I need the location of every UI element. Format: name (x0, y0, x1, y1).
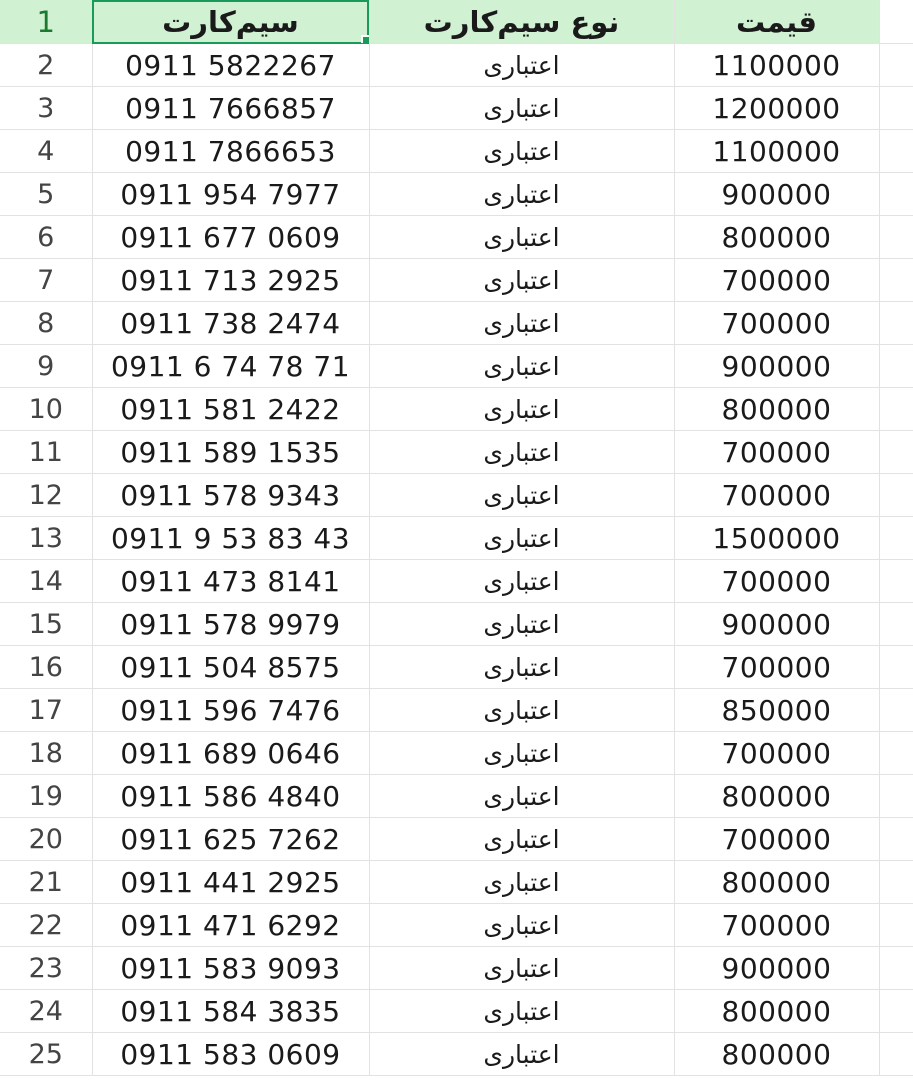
cell-sim-number[interactable]: 0911 5822267 (92, 44, 369, 87)
cell-sim-number[interactable]: 0911 7866653 (92, 130, 369, 173)
row-header[interactable]: 14 (0, 560, 92, 603)
empty-cell[interactable] (879, 603, 913, 646)
cell-sim-number[interactable]: 0911 578 9343 (92, 474, 369, 517)
cell-sim-number[interactable]: 0911 6 74 78 71 (92, 345, 369, 388)
cell-sim-number[interactable]: 0911 583 9093 (92, 947, 369, 990)
cell-sim-type[interactable]: اعتباری (369, 44, 674, 87)
cell-price[interactable]: 800000 (674, 990, 879, 1033)
empty-cell[interactable] (879, 0, 913, 44)
cell-sim-type[interactable]: اعتباری (369, 259, 674, 302)
row-header[interactable]: 16 (0, 646, 92, 689)
cell-price[interactable]: 700000 (674, 259, 879, 302)
cell-price[interactable]: 850000 (674, 689, 879, 732)
cell-price[interactable]: 800000 (674, 861, 879, 904)
cell-price[interactable]: 700000 (674, 302, 879, 345)
cell-price[interactable]: 800000 (674, 388, 879, 431)
row-header[interactable]: 21 (0, 861, 92, 904)
cell-sim-number[interactable]: 0911 954 7977 (92, 173, 369, 216)
cell-sim-type[interactable]: اعتباری (369, 388, 674, 431)
cell-sim-number[interactable]: 0911 677 0609 (92, 216, 369, 259)
row-header[interactable]: 7 (0, 259, 92, 302)
empty-cell[interactable] (879, 345, 913, 388)
row-header[interactable]: 13 (0, 517, 92, 560)
cell-price[interactable]: 900000 (674, 603, 879, 646)
table-row (0, 44, 913, 87)
cell-sim-type[interactable]: اعتباری (369, 861, 674, 904)
cell-price[interactable]: 900000 (674, 173, 879, 216)
table-row (0, 603, 913, 646)
empty-cell[interactable] (879, 775, 913, 818)
cell-sim-type[interactable]: اعتباری (369, 560, 674, 603)
cell-sim-type[interactable]: اعتباری (369, 947, 674, 990)
empty-cell[interactable] (879, 861, 913, 904)
cell-price[interactable]: 1500000 (674, 517, 879, 560)
cell-sim-type[interactable]: اعتباری (369, 775, 674, 818)
cell-price[interactable]: 1100000 (674, 130, 879, 173)
empty-cell[interactable] (879, 216, 913, 259)
row-header[interactable]: 10 (0, 388, 92, 431)
table-row (0, 947, 913, 990)
table-row (0, 1033, 913, 1076)
cell-sim-number[interactable]: 0911 689 0646 (92, 732, 369, 775)
empty-cell[interactable] (879, 173, 913, 216)
table-row (0, 560, 913, 603)
cell-sim-type[interactable]: اعتباری (369, 603, 674, 646)
empty-cell[interactable] (879, 990, 913, 1033)
cell-sim-type[interactable]: اعتباری (369, 646, 674, 689)
cell-sim-type[interactable]: اعتباری (369, 1033, 674, 1076)
cell-price[interactable]: 1100000 (674, 44, 879, 87)
empty-cell[interactable] (879, 646, 913, 689)
cell-price[interactable]: 1200000 (674, 87, 879, 130)
cell-sim-type[interactable]: اعتباری (369, 345, 674, 388)
row-header[interactable]: 12 (0, 474, 92, 517)
cell-price[interactable]: 700000 (674, 904, 879, 947)
row-header[interactable]: 11 (0, 431, 92, 474)
table-row (0, 87, 913, 130)
cell-sim-type[interactable]: اعتباری (369, 173, 674, 216)
row-header[interactable]: 19 (0, 775, 92, 818)
cell-price[interactable]: 800000 (674, 1033, 879, 1076)
table-row (0, 517, 913, 560)
cell-sim-type[interactable]: اعتباری (369, 302, 674, 345)
header-row (0, 0, 913, 44)
cell-sim-type[interactable]: اعتباری (369, 818, 674, 861)
row-header[interactable]: 2 (0, 44, 92, 87)
cell-sim-number[interactable]: 0911 7666857 (92, 87, 369, 130)
cell-sim-type[interactable]: اعتباری (369, 431, 674, 474)
cell-sim-number[interactable]: 0911 581 2422 (92, 388, 369, 431)
row-header[interactable]: 20 (0, 818, 92, 861)
row-header[interactable]: 17 (0, 689, 92, 732)
empty-cell[interactable] (879, 474, 913, 517)
cell-sim-number[interactable]: 0911 441 2925 (92, 861, 369, 904)
cell-sim-type[interactable]: اعتباری (369, 87, 674, 130)
cell-price[interactable]: 700000 (674, 474, 879, 517)
table-row (0, 474, 913, 517)
header-label: سیم‌کارت (162, 4, 299, 39)
table-row (0, 861, 913, 904)
table-row (0, 173, 913, 216)
cell-sim-type[interactable]: اعتباری (369, 474, 674, 517)
cell-sim-number[interactable]: 0911 473 8141 (92, 560, 369, 603)
empty-cell[interactable] (879, 130, 913, 173)
cell-sim-number[interactable]: 0911 504 8575 (92, 646, 369, 689)
cell-sim-type[interactable]: اعتباری (369, 689, 674, 732)
empty-cell[interactable] (879, 947, 913, 990)
cell-price[interactable]: 700000 (674, 646, 879, 689)
cell-price[interactable]: 700000 (674, 431, 879, 474)
empty-cell[interactable] (879, 689, 913, 732)
cell-sim-type[interactable]: اعتباری (369, 216, 674, 259)
row-header[interactable]: 6 (0, 216, 92, 259)
row-header[interactable]: 23 (0, 947, 92, 990)
empty-cell[interactable] (879, 302, 913, 345)
cell-sim-type[interactable]: اعتباری (369, 904, 674, 947)
cell-sim-number[interactable]: 0911 713 2925 (92, 259, 369, 302)
cell-sim-type[interactable]: اعتباری (369, 732, 674, 775)
table-row (0, 388, 913, 431)
row-header[interactable]: 24 (0, 990, 92, 1033)
cell-sim-number[interactable]: 0911 584 3835 (92, 990, 369, 1033)
cell-sim-type[interactable]: اعتباری (369, 130, 674, 173)
cell-sim-number[interactable]: 0911 596 7476 (92, 689, 369, 732)
empty-cell[interactable] (879, 388, 913, 431)
table-row (0, 259, 913, 302)
row-header[interactable]: 4 (0, 130, 92, 173)
row-header[interactable]: 25 (0, 1033, 92, 1076)
cell-sim-number[interactable]: 0911 738 2474 (92, 302, 369, 345)
empty-cell[interactable] (879, 259, 913, 302)
cell-sim-type[interactable]: اعتباری (369, 990, 674, 1033)
empty-cell[interactable] (879, 44, 913, 87)
row-header[interactable]: 18 (0, 732, 92, 775)
table-row (0, 818, 913, 861)
row-header[interactable]: 5 (0, 173, 92, 216)
row-header[interactable]: 1 (0, 0, 92, 44)
table-row (0, 130, 913, 173)
table-row (0, 689, 913, 732)
cell-sim-type[interactable]: اعتباری (369, 517, 674, 560)
cell-price[interactable]: 900000 (674, 947, 879, 990)
table-row (0, 775, 913, 818)
empty-cell[interactable] (879, 732, 913, 775)
cell-price[interactable]: 800000 (674, 775, 879, 818)
row-header[interactable]: 3 (0, 87, 92, 130)
cell-price[interactable]: 700000 (674, 732, 879, 775)
table-row (0, 345, 913, 388)
empty-cell[interactable] (879, 904, 913, 947)
cell-sim-number[interactable]: 0911 583 0609 (92, 1033, 369, 1076)
row-header[interactable]: 22 (0, 904, 92, 947)
empty-cell[interactable] (879, 1033, 913, 1076)
header-cell-sim-card[interactable] (92, 0, 369, 44)
cell-price[interactable]: 700000 (674, 818, 879, 861)
table-row (0, 904, 913, 947)
selection-fill-handle[interactable] (361, 35, 370, 44)
cell-sim-number[interactable]: 0911 625 7262 (92, 818, 369, 861)
cell-price[interactable]: 800000 (674, 216, 879, 259)
empty-cell[interactable] (879, 517, 913, 560)
header-cell-sim-type[interactable]: نوع سیم‌کارت (369, 0, 674, 44)
cell-price[interactable]: 900000 (674, 345, 879, 388)
table-row (0, 732, 913, 775)
empty-cell[interactable] (879, 431, 913, 474)
table-row (0, 216, 913, 259)
header-cell-price[interactable]: قیمت (674, 0, 879, 44)
row-header[interactable]: 8 (0, 302, 92, 345)
cell-sim-number[interactable]: 0911 589 1535 (92, 431, 369, 474)
row-header[interactable]: 9 (0, 345, 92, 388)
row-header[interactable]: 15 (0, 603, 92, 646)
table-row (0, 646, 913, 689)
cell-sim-number[interactable]: 0911 471 6292 (92, 904, 369, 947)
cell-sim-number[interactable]: 0911 586 4840 (92, 775, 369, 818)
cell-price[interactable]: 700000 (674, 560, 879, 603)
empty-cell[interactable] (879, 818, 913, 861)
cell-sim-number[interactable]: 0911 9 53 83 43 (92, 517, 369, 560)
empty-cell[interactable] (879, 560, 913, 603)
table-row (0, 431, 913, 474)
table-row (0, 302, 913, 345)
table-row (0, 990, 913, 1033)
cell-sim-number[interactable]: 0911 578 9979 (92, 603, 369, 646)
empty-cell[interactable] (879, 87, 913, 130)
